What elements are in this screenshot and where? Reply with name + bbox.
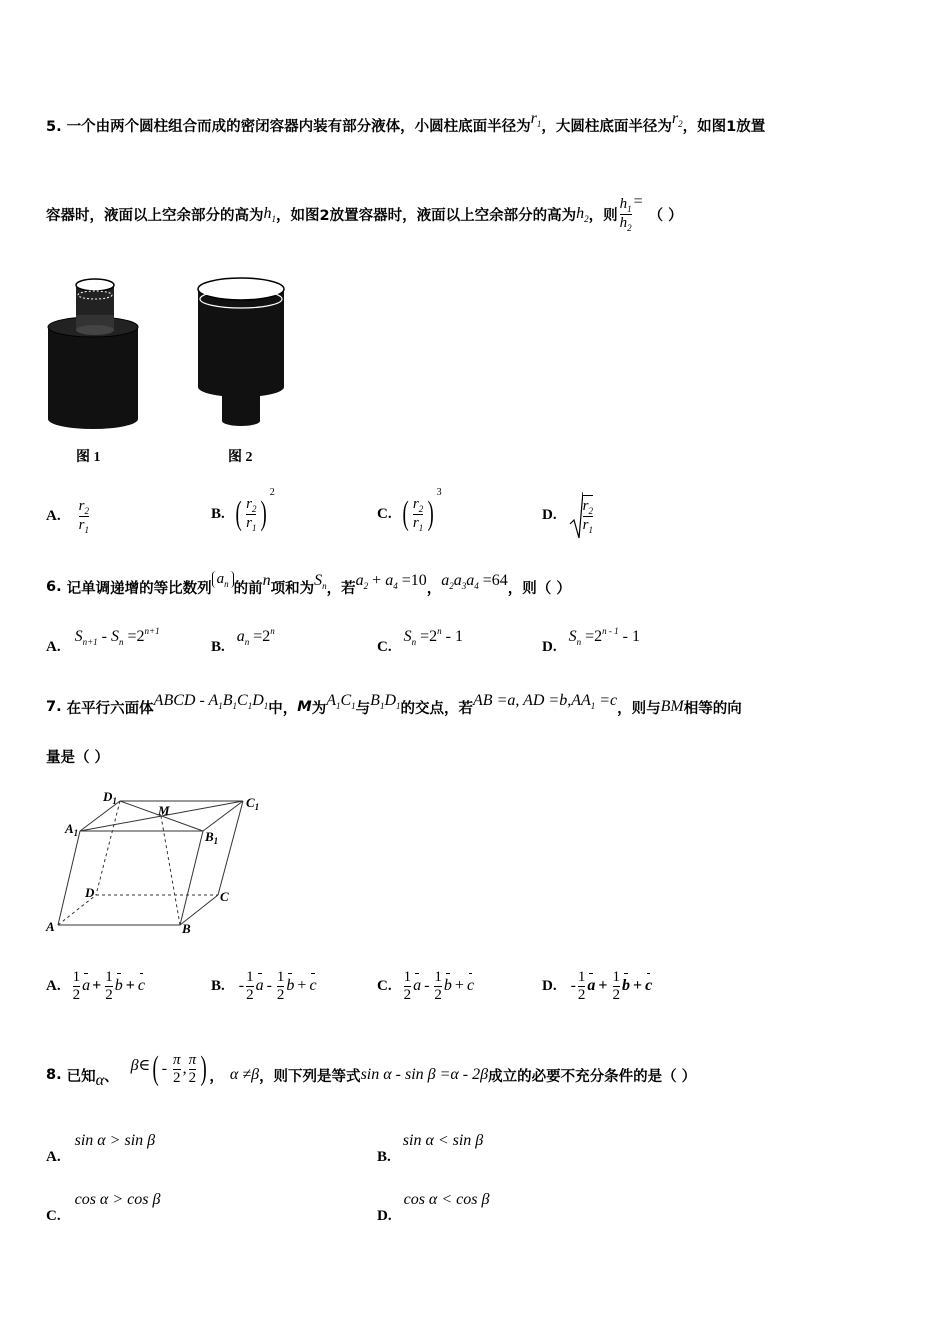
q8-stem [46, 1050, 696, 1100]
vector-b: b [114, 977, 123, 994]
option-expr: $a_n =2^n$ [236, 626, 275, 647]
option-label: B. [211, 639, 225, 655]
option-expr: sin α < sin β [402, 1132, 484, 1149]
q7-options [46, 962, 926, 1010]
coefficient: $\frac{1}{2}$ [577, 968, 586, 1003]
coefficient: $\frac{1}{2}$ [434, 968, 442, 1003]
sqrt-sign-icon [569, 490, 583, 540]
operator: - [424, 977, 430, 994]
q5-number: 5. [46, 119, 62, 135]
option-fraction: $\frac{r_2}{r_1}$ [412, 495, 424, 533]
option-label: D. [377, 1208, 392, 1224]
solid-name: ABCD - $A_1B_1C_1D_1$ [153, 692, 269, 711]
h1-symbol: $h_1$ [263, 205, 276, 224]
option-fraction: $\frac{r_2}{r_1}$ [78, 497, 89, 535]
vector-a: a [255, 977, 264, 994]
label-B: B [182, 921, 191, 936]
exponent: 2 [269, 486, 275, 498]
q7-option-c[interactable] [377, 962, 474, 1010]
q8-option-d[interactable] [377, 1187, 489, 1225]
interval-minus: - [161, 1060, 172, 1077]
vector-a: a [82, 977, 91, 994]
edge-C1B1 [203, 801, 243, 831]
coefficient: $\frac{1}{2}$ [72, 968, 81, 1003]
q8-text: ， [209, 1068, 224, 1085]
q5-line1 [46, 110, 766, 136]
label-M: M [158, 803, 170, 818]
condition-2: $a_2a_3a_4 =64$ [441, 572, 508, 591]
segment-BM [161, 816, 180, 925]
option-expr: cos α > cos β [74, 1191, 161, 1208]
label-D: D [85, 885, 95, 900]
alpha-symbol: α [95, 1072, 105, 1089]
q5-figures [40, 275, 310, 465]
q7-text: 相等的向 [683, 700, 742, 717]
q6-option-a[interactable] [46, 622, 160, 656]
q7-text: ，则与 [617, 700, 661, 717]
operator: + [125, 977, 135, 994]
vector-c: c [466, 977, 475, 994]
alpha-neq-beta: α ≠β [229, 1066, 260, 1083]
q7-text: 与 [355, 700, 371, 717]
q7-line2: 量是（ ） [46, 750, 110, 766]
operator: - [266, 977, 272, 994]
q5-text: ，大圆柱底面半径为 [541, 119, 672, 135]
q8-text: 成立的必要不充分条件的是（ ） [488, 1068, 697, 1085]
r2-symbol: $r_2$ [671, 110, 683, 129]
condition-1: $a_2 + a_4 =10$ [355, 572, 427, 591]
q8-option-c[interactable] [46, 1187, 160, 1225]
option-expr: $S_{n+1} - S_n =2^{n+1}$ [74, 626, 160, 647]
edge-C1C [218, 801, 243, 895]
coefficient: $\frac{1}{2}$ [276, 968, 285, 1003]
operator: + [633, 977, 643, 994]
q5-text: 一个由两个圆柱组合而成的密闭容器内装有部分液体，小圆柱底面半径为 [66, 119, 531, 135]
option-expr: sin α > sin β [74, 1132, 156, 1149]
q5-option-a[interactable] [46, 490, 91, 542]
q7-number: 7. [46, 699, 62, 715]
q7-text: 为 [311, 700, 327, 717]
q5-option-c[interactable] [377, 484, 442, 544]
label-A: A [46, 919, 55, 934]
label-B1: $B_1$ [205, 829, 219, 846]
separator: 、 [104, 1068, 119, 1085]
operator: + [92, 977, 102, 994]
interval-comma: , [182, 1060, 187, 1077]
parallelepiped-figure [40, 785, 280, 940]
label-C: C [220, 889, 229, 904]
r1-symbol: $r_1$ [530, 110, 542, 129]
edge-D1D [96, 801, 120, 895]
right-paren: ) [260, 495, 268, 532]
edge-A1A [58, 831, 80, 925]
q6-number: 6. [46, 579, 62, 595]
q8-text: 已知 [66, 1068, 96, 1085]
option-label: C. [377, 505, 392, 522]
AA1-definition: $AA_1 =c$ [571, 692, 618, 711]
answer-paren: （ ） [648, 207, 683, 224]
option-expr: cos α < cos β [403, 1191, 490, 1208]
A1C1-segment: $A_1C_1$ [326, 692, 356, 711]
M-point: M [297, 699, 312, 715]
sign: - [570, 977, 576, 994]
exponent: 3 [436, 486, 442, 498]
q8-option-a[interactable] [46, 1128, 155, 1166]
option-label: A. [46, 977, 61, 994]
separator: , [567, 692, 572, 709]
q7-option-b[interactable] [211, 962, 317, 1010]
q5-text: ，如图2放置容器时，液面以上空余部分的高为 [276, 207, 577, 224]
option-label: C. [377, 977, 392, 994]
q5-text: 容器时，液面以上空余部分的高为 [46, 207, 264, 224]
q8-number: 8. [46, 1067, 62, 1083]
option-fraction: $\frac{r_2}{r_1}$ [583, 495, 593, 535]
q6-stem [46, 570, 571, 604]
B1D1-segment: $B_1D_1$ [370, 692, 401, 711]
figure-2-label: 图 2 [228, 450, 253, 465]
option-label: C. [377, 639, 392, 655]
option-label: A. [46, 1149, 61, 1165]
Sn-symbol: $S_n$ [314, 572, 327, 591]
q6-text: ，则（ ） [507, 580, 571, 597]
q6-options [46, 622, 926, 658]
option-expr: $S_n =2^n - 1$ [403, 626, 463, 647]
option-label: B. [211, 977, 225, 994]
q7-option-a[interactable] [46, 962, 145, 1010]
q7-option-d[interactable] [542, 962, 652, 1010]
option-label: B. [377, 1149, 391, 1165]
label-A1: $A_1$ [65, 821, 79, 838]
label-C1: $C_1$ [246, 795, 260, 812]
option-label: A. [46, 639, 61, 655]
q6-text: 项和为 [270, 580, 315, 597]
q6-text: 的前 [233, 580, 263, 597]
left-paren: ( [402, 495, 409, 532]
equals-sign: = [633, 193, 643, 210]
beta-in: β∈ [130, 1057, 151, 1074]
q7-text: 的交点，若 [400, 700, 474, 717]
option-label: A. [46, 507, 61, 524]
option-label: B. [211, 505, 225, 522]
n-symbol: n [262, 572, 271, 589]
option-label: D. [542, 977, 557, 994]
right-paren: ) [427, 495, 435, 532]
q6-option-b[interactable] [211, 622, 275, 656]
coefficient: $\frac{1}{2}$ [246, 968, 254, 1003]
vector-c: c [645, 977, 653, 994]
pi-over-2: $\frac{\pi}{2}$ [188, 1051, 197, 1086]
equation: sin α - sin β =α - 2β [360, 1066, 489, 1083]
operator: + [598, 977, 608, 994]
operator: + [297, 977, 307, 994]
h2-symbol: $h_2$ [576, 205, 589, 224]
right-paren: ) [200, 1050, 207, 1087]
q6-text: 记单调递增的等比数列 [66, 580, 212, 597]
q5-line2 [46, 186, 683, 242]
q5-text: ，则 [588, 207, 618, 224]
q5-option-d[interactable] [542, 488, 595, 542]
vector-b: b [622, 977, 631, 994]
option-label: C. [46, 1208, 61, 1224]
left-paren: ( [152, 1050, 160, 1087]
coefficient: $\frac{1}{2}$ [105, 968, 113, 1003]
q8-option-b[interactable] [377, 1128, 483, 1166]
vector-a: a [587, 977, 596, 994]
q5-text: ，如图1放置 [682, 119, 766, 135]
vector-b: b [286, 977, 295, 994]
coefficient: $\frac{1}{2}$ [403, 968, 412, 1003]
left-paren: ( [235, 495, 242, 532]
vector-a: a [413, 977, 422, 994]
sign: - [238, 977, 245, 994]
figure-2-container [198, 278, 284, 426]
BM-vector: BM [660, 698, 684, 715]
q7-text: 中， [268, 700, 298, 717]
neg-pi-over-2: $\frac{\pi}{2}$ [173, 1051, 181, 1086]
q5-option-b[interactable] [211, 484, 275, 544]
option-fraction: $\frac{r_2}{r_1}$ [246, 495, 257, 533]
separator: ， [426, 580, 442, 597]
q7-stem [46, 690, 742, 724]
figure-1-label: 图 1 [76, 450, 101, 465]
vector-b: b [443, 977, 452, 994]
vector-c: c [137, 977, 145, 994]
vector-c: c [309, 977, 317, 994]
vector-definitions: AB =a, AD =b [473, 692, 568, 709]
label-D1: $D_1$ [103, 789, 117, 806]
sequence-set: $a_n$ [212, 571, 234, 588]
q6-option-d[interactable] [542, 622, 640, 656]
q8-text: ，则下列是等式 [259, 1068, 361, 1085]
option-label: D. [542, 639, 557, 655]
h1-over-h2-fraction: $\frac{h_1}{h_2}$ [619, 195, 632, 233]
option-expr: $S_n =2^{n - 1} - 1$ [568, 626, 640, 647]
q7-text: 在平行六面体 [66, 700, 154, 717]
coefficient: $\frac{1}{2}$ [612, 968, 621, 1003]
edge-B1B [180, 831, 203, 925]
q6-text: ，若 [326, 580, 356, 597]
operator: + [454, 977, 464, 994]
figure-1-container [48, 279, 138, 429]
q6-option-c[interactable] [377, 622, 463, 656]
option-label: D. [542, 506, 557, 523]
